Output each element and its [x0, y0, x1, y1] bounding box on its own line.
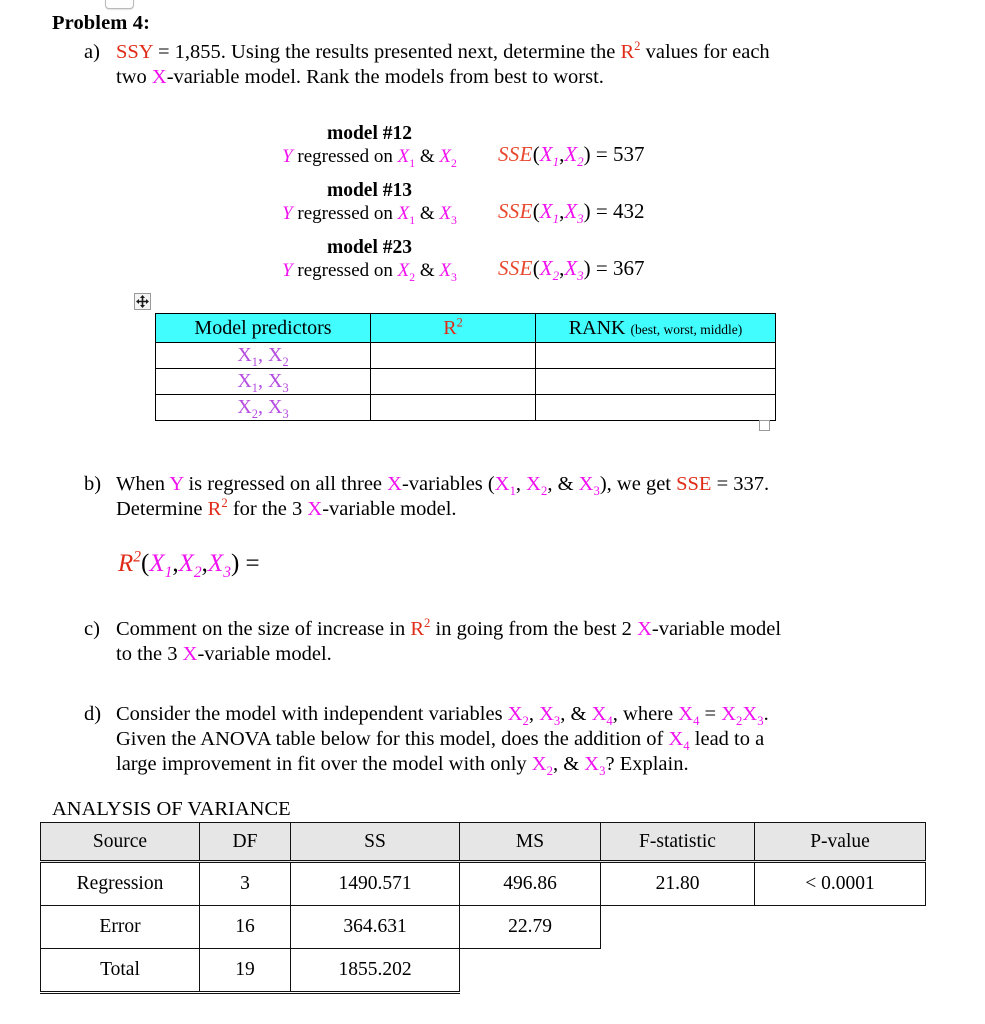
- model-12-sse: $SSE(X_1,X_2) = 537$: [498, 142, 645, 170]
- pb-l2-r: R: [207, 498, 222, 520]
- pb-l2-t3: -variable model.: [322, 498, 457, 520]
- table-row: [156, 395, 776, 421]
- model-23-x1: X: [397, 260, 410, 281]
- model-12-desc: [262, 145, 477, 169]
- pd-x4: X: [591, 703, 607, 725]
- part-a-body: [116, 40, 964, 90]
- part-a-line2-pre: two: [116, 66, 152, 88]
- ssy-label: SSY: [116, 41, 153, 63]
- anova-regression-ms: 496.86: [460, 862, 601, 906]
- pc-t2: in going from the best 2: [430, 618, 638, 640]
- sse-arg-x2-sub: 3: [577, 211, 584, 227]
- row-rank-1[interactable]: [536, 343, 776, 369]
- header-rank-note: (best, worst, middle): [630, 321, 743, 337]
- pd-l3-t1: large improvement in fit over the model with only: [116, 753, 532, 775]
- formula-x1: X: [149, 550, 165, 577]
- anova-regression-source: Regression: [41, 862, 200, 906]
- table-move-handle-icon[interactable]: [134, 293, 151, 310]
- anova-error-f-empty: [601, 906, 755, 949]
- model-23-x1-sub: 2: [409, 270, 416, 284]
- model-12-x2-sub: 2: [451, 156, 457, 170]
- model-23-name: model #23: [326, 237, 413, 258]
- sse-arg-x1: X: [539, 256, 553, 280]
- pc-r-exp: 2: [424, 616, 431, 631]
- pred-x-a: X: [237, 396, 252, 418]
- anova-header-ss: SS: [291, 823, 460, 862]
- model-12-x2: X: [439, 146, 452, 167]
- row-predictors-1: $X_1$, $X_2$: [156, 343, 371, 369]
- model-23-desc: [262, 259, 477, 283]
- pd-t3: , &: [560, 703, 592, 725]
- pd-x3b: X: [742, 703, 758, 725]
- models-block: [262, 122, 692, 293]
- anova-error-ms: 22.79: [460, 906, 601, 949]
- r-squared-exp: 2: [634, 39, 641, 54]
- model-row: [262, 122, 692, 179]
- pc-l2-t1: to the 3: [116, 643, 183, 665]
- pd-x3: X: [539, 703, 554, 725]
- problem-title-text: Problem 4: [52, 12, 144, 34]
- pc-l2-t2: -variable model.: [197, 643, 332, 665]
- pb-x3: X: [578, 473, 594, 495]
- pred-x-a: X: [237, 370, 252, 392]
- pd-t4: , where: [612, 703, 679, 725]
- pb-l2-x: X: [307, 498, 323, 520]
- anova-header-row: [41, 823, 926, 862]
- anova-total-df: 19: [200, 949, 291, 993]
- sse-arg-x2-sub: 2: [577, 154, 584, 170]
- pb-t3: -variables (: [401, 473, 495, 495]
- sse-value: 432: [613, 199, 645, 223]
- row-rank-3[interactable]: [536, 395, 776, 421]
- pb-x1: X: [494, 473, 510, 495]
- model-23-description: [262, 236, 477, 283]
- sse-arg-x1-sub: 1: [552, 211, 560, 227]
- page-title: [52, 12, 150, 35]
- sse-label: SSE: [498, 199, 533, 223]
- pd-x2b: X: [721, 703, 737, 725]
- pd-l2-x4: X: [668, 728, 684, 750]
- pred-x-b: X: [268, 370, 283, 392]
- pb-sse: SSE: [676, 473, 712, 495]
- model-12-name: model #12: [326, 123, 413, 144]
- anova-header-source: Source: [41, 823, 200, 862]
- pc-t3: -variable model: [651, 618, 782, 640]
- pd-l3-x3: X: [584, 753, 600, 775]
- model-13-x1: X: [397, 203, 410, 224]
- model-13-x2: X: [439, 203, 452, 224]
- anova-title: ANALYSIS OF VARIANCE: [52, 798, 291, 820]
- pred-x-b-sub: 3: [282, 407, 289, 421]
- pc-x: X: [637, 618, 652, 640]
- pd-l3-x2-sub: 2: [546, 764, 553, 779]
- formula-x3-sub: 3: [223, 564, 231, 581]
- pred-x-b-sub: 3: [282, 381, 289, 395]
- sse-arg-x2: X: [564, 199, 578, 223]
- pd-l2-t1: Given the ANOVA table below for this model, does the addition of: [116, 728, 669, 750]
- anova-error-df: 16: [200, 906, 291, 949]
- anova-error-source: Error: [41, 906, 200, 949]
- pd-x4-sub: 4: [606, 714, 613, 729]
- sse-label: SSE: [498, 142, 533, 166]
- anova-header-p: P-value: [755, 823, 926, 862]
- formula-comma-1: ,: [172, 550, 179, 577]
- pd-x2-sub: 2: [522, 714, 529, 729]
- part-d: [84, 702, 964, 777]
- pred-x-b: X: [268, 344, 283, 366]
- part-d-body: [116, 702, 964, 777]
- pb-x2-sub: 2: [540, 484, 548, 499]
- problem-title-colon: :: [143, 12, 150, 34]
- pb-x: X: [387, 473, 402, 495]
- pd-x2: X: [507, 703, 523, 725]
- anova-error-p-empty: [755, 906, 926, 949]
- sse-value: 537: [613, 142, 645, 166]
- part-a-line2-post: -variable model. Rank the models from best to worst.: [166, 66, 604, 88]
- pd-l3-x2: X: [531, 753, 547, 775]
- pd-l3-t3: ? Explain.: [605, 753, 689, 775]
- pd-l3-x3-sub: 3: [599, 764, 606, 779]
- sse-arg-x2: X: [564, 256, 578, 280]
- pd-x3-sub: 3: [553, 714, 561, 729]
- answer-table: [155, 313, 776, 421]
- pred-x-a-sub: 1: [251, 355, 258, 369]
- anova-error-ss: 364.631: [291, 906, 460, 949]
- model-23-sse: $SSE(X_2,X_3) = 367$: [498, 256, 645, 284]
- anova-total-f-empty: [601, 949, 755, 993]
- pd-x3b-sub: 3: [757, 714, 764, 729]
- header-r-exp: 2: [456, 314, 463, 329]
- pb-x2: X: [526, 473, 541, 495]
- part-b: [84, 472, 964, 522]
- pd-x4b: X: [678, 703, 694, 725]
- model-23-x2: X: [439, 260, 452, 281]
- model-12-description: [262, 122, 477, 169]
- part-b-marker: b): [84, 473, 102, 495]
- anova-regression-f: 21.80: [601, 862, 755, 906]
- pc-r: R: [410, 618, 425, 640]
- pd-l3-t2: , &: [552, 753, 585, 775]
- r-squared-formula: [118, 548, 260, 581]
- table-row: [41, 949, 926, 993]
- pd-t2: ,: [528, 703, 540, 725]
- model-13-mid: regressed on: [292, 203, 398, 224]
- sse-arg-x2-sub: 3: [577, 268, 584, 284]
- formula-r: R: [118, 550, 134, 577]
- model-13-x1-sub: 1: [409, 213, 416, 227]
- part-c-marker: c): [84, 618, 100, 640]
- pb-l2-exp: 2: [221, 496, 228, 511]
- table-resize-handle-icon[interactable]: [759, 420, 770, 431]
- formula-x2-sub: 2: [193, 564, 202, 581]
- anova-total-p-empty: [755, 949, 926, 993]
- pb-x1-sub: 1: [509, 484, 516, 499]
- anova-header-f: F-statistic: [601, 823, 755, 862]
- r-squared-label: R: [620, 41, 635, 63]
- anova-total-source: Total: [41, 949, 200, 993]
- formula-open-paren: (: [141, 550, 150, 577]
- part-a: [84, 40, 964, 90]
- row-r2-3[interactable]: [371, 395, 536, 421]
- formula-x3: X: [207, 550, 224, 577]
- anova-header-df: DF: [200, 823, 291, 862]
- sse-arg-x1: X: [539, 199, 553, 223]
- pd-x2b-sub: 2: [736, 714, 743, 729]
- model-13-desc: [262, 202, 477, 226]
- formula-r-exp: 2: [133, 548, 142, 566]
- formula-equals: =: [239, 550, 260, 577]
- row-predictors-3: $X_2$, $X_3$: [156, 395, 371, 421]
- pc-l2-x: X: [182, 643, 198, 665]
- pb-t2: is regressed on all three: [183, 473, 388, 495]
- model-12-x1: X: [397, 146, 410, 167]
- model-23-y: Y: [282, 260, 293, 281]
- model-row: [262, 179, 692, 236]
- formula-x1-sub: 1: [164, 564, 173, 581]
- pd-x4b-sub: 4: [693, 714, 700, 729]
- anova-total-ms-empty: [460, 949, 601, 993]
- model-13-name: model #13: [326, 180, 413, 201]
- formula-close-paren: ): [230, 550, 240, 577]
- model-23-amp: &: [415, 260, 440, 281]
- model-23-mid: regressed on: [292, 260, 398, 281]
- table-row: [156, 343, 776, 369]
- part-a-line1-end: values for each: [640, 41, 770, 63]
- pb-x3-sub: 3: [593, 484, 600, 499]
- sse-arg-x1-sub: 1: [552, 154, 560, 170]
- formula-comma-2: ,: [201, 550, 208, 577]
- model-13-description: [262, 179, 477, 226]
- answer-table-header-row: [156, 314, 776, 343]
- pb-t5: , &: [547, 473, 579, 495]
- formula-x2: X: [178, 550, 194, 577]
- pd-t1: Consider the model with independent variables: [116, 703, 508, 725]
- pd-l2-x4-sub: 4: [683, 739, 690, 754]
- table-row: [41, 906, 926, 949]
- row-rank-2[interactable]: [536, 369, 776, 395]
- pb-t1: When: [116, 473, 170, 495]
- sse-arg-x2: X: [564, 142, 578, 166]
- anova-header-ms: MS: [460, 823, 601, 862]
- anova-total-ss: 1855.202: [291, 949, 460, 993]
- pred-x-a: X: [237, 344, 252, 366]
- anova-regression-p: < 0.0001: [755, 862, 926, 906]
- pb-l2-t2: for the 3: [227, 498, 308, 520]
- header-r-squared: [371, 314, 536, 343]
- pred-x-b: X: [268, 396, 283, 418]
- header-rank-label: RANK: [568, 316, 626, 339]
- header-r-letter: R: [443, 316, 457, 339]
- pb-t7: = 337.: [711, 473, 770, 495]
- anova-regression-ss: 1490.571: [291, 862, 460, 906]
- row-r2-2[interactable]: [371, 369, 536, 395]
- sse-label: SSE: [498, 256, 533, 280]
- sse-value: 367: [613, 256, 645, 280]
- table-row: [41, 862, 926, 906]
- model-13-amp: &: [415, 203, 440, 224]
- pd-t5: =: [699, 703, 722, 725]
- model-12-y: Y: [282, 146, 293, 167]
- row-predictors-2: $X_1$, $X_3$: [156, 369, 371, 395]
- anova-table: [40, 822, 926, 994]
- model-row: [262, 236, 692, 293]
- model-13-sse: $SSE(X_1,X_3) = 432$: [498, 199, 645, 227]
- part-d-marker: d): [84, 703, 102, 725]
- part-b-body: [116, 472, 964, 522]
- model-12-x1-sub: 1: [409, 156, 416, 170]
- part-c-body: [116, 617, 964, 667]
- top-ui-chip: [105, 0, 134, 9]
- pb-t4: ,: [515, 473, 527, 495]
- model-13-x2-sub: 3: [451, 213, 457, 227]
- sse-arg-x1: X: [539, 142, 553, 166]
- header-rank: [536, 314, 776, 343]
- pred-x-a-sub: 2: [251, 407, 258, 421]
- pb-l2-t1: Determine: [116, 498, 208, 520]
- sse-arg-x1-sub: 2: [552, 268, 560, 284]
- table-row: [156, 369, 776, 395]
- model-23-x2-sub: 3: [451, 270, 457, 284]
- x-label: X: [151, 66, 167, 88]
- part-a-marker: a): [84, 41, 100, 63]
- model-12-amp: &: [415, 146, 440, 167]
- pb-t6: ), we get: [599, 473, 677, 495]
- pd-t6: .: [763, 703, 769, 725]
- pred-x-b-sub: 2: [282, 355, 289, 369]
- pd-l2-t2: lead to a: [689, 728, 765, 750]
- row-r2-1[interactable]: [371, 343, 536, 369]
- model-13-y: Y: [282, 203, 293, 224]
- model-12-mid: regressed on: [292, 146, 398, 167]
- pred-x-a-sub: 1: [251, 381, 258, 395]
- anova-regression-df: 3: [200, 862, 291, 906]
- header-model-predictors: Model predictors: [156, 314, 371, 343]
- part-c: [84, 617, 964, 667]
- pc-t1: Comment on the size of increase in: [116, 618, 411, 640]
- pb-y: Y: [169, 473, 184, 495]
- part-a-line1-mid: = 1,855. Using the results presented next, determine the: [152, 41, 621, 63]
